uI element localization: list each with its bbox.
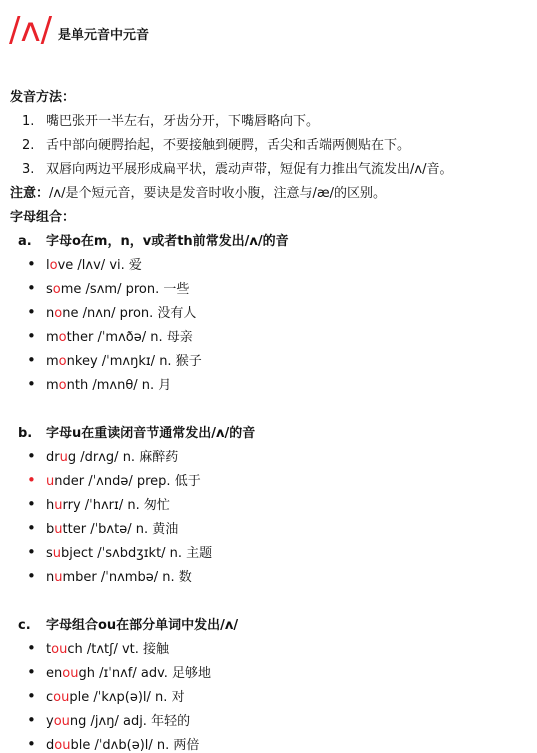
word-highlight: ou <box>53 690 70 705</box>
word-part: nth <box>66 378 89 393</box>
word-highlight: u <box>52 546 62 561</box>
word-definition: /ˈbʌtə/ n. 黄油 <box>86 522 179 537</box>
group-b-title <box>18 422 255 441</box>
word-item <box>27 302 196 321</box>
word-part: ch <box>67 642 83 657</box>
word-highlight: u <box>54 498 63 513</box>
word-definition: /ˈhʌrɪ/ n. 匆忙 <box>80 498 170 513</box>
bullet-icon: • <box>27 663 36 681</box>
step-number: 1. <box>22 114 35 129</box>
word-part: ple <box>69 690 90 705</box>
word-highlight: o <box>58 378 67 393</box>
word-item <box>27 350 202 369</box>
word-highlight: ou <box>54 738 71 753</box>
bullet-icon: • <box>27 303 36 321</box>
note-text: /ʌ/是个短元音，要诀是发音时收小腹，注意与/æ/的区别。 <box>49 186 386 201</box>
step-text: 舌中部向硬腭抬起，不要接触到硬腭，舌尖和舌端两侧贴在下。 <box>46 138 411 153</box>
word-highlight: o <box>49 258 58 273</box>
bullet-icon: • <box>27 327 36 345</box>
header-subtitle: 是单元音中元音 <box>58 27 150 43</box>
word-part: tter <box>62 522 87 537</box>
word-definition: /jʌŋ/ adj. 年轻的 <box>86 714 191 729</box>
word-part: ble <box>70 738 91 753</box>
word-item <box>27 662 211 681</box>
word-item <box>27 374 171 393</box>
bullet-icon: • <box>27 279 36 297</box>
word-definition: /ˈdʌb(ə)l/ n. 两倍 <box>90 738 200 753</box>
word-part: ther <box>66 330 94 345</box>
word-part: s <box>46 546 53 561</box>
word-definition: /ˈnʌmbə/ n. 数 <box>96 570 192 585</box>
word-part: g <box>67 450 77 465</box>
bullet-icon: • <box>27 567 36 585</box>
word-item <box>27 734 199 753</box>
word-item <box>27 278 189 297</box>
group-letter: a. <box>18 234 32 249</box>
bullet-icon: • <box>27 735 36 753</box>
method-title: 发音方法： <box>10 90 76 105</box>
word-part: gh <box>78 666 95 681</box>
word-part: en <box>46 666 63 681</box>
step-number: 3. <box>22 162 35 177</box>
word-item <box>27 446 178 465</box>
word-highlight: u <box>54 522 63 537</box>
word-highlight: ou <box>53 714 70 729</box>
word-part: s <box>46 282 53 297</box>
word-part: rry <box>62 498 81 513</box>
word-highlight: o <box>52 282 61 297</box>
word-item <box>27 542 212 561</box>
word-definition: /nʌn/ pron. 没有人 <box>78 306 197 321</box>
bullet-icon: • <box>27 543 36 561</box>
word-part: bject <box>61 546 94 561</box>
word-part: m <box>46 378 59 393</box>
word-part: me <box>60 282 82 297</box>
word-item <box>27 686 185 705</box>
word-definition: /ˈkʌp(ə)l/ n. 对 <box>89 690 185 705</box>
bullet-icon: • <box>27 471 36 489</box>
word-part: dr <box>46 450 60 465</box>
bullet-icon: • <box>27 639 36 657</box>
group-title-text: 字母u在重读闭音节通常发出/ʌ/的音 <box>46 426 256 441</box>
step-text: 嘴巴张开一半左右，牙齿分开，下嘴唇略向下。 <box>46 114 320 129</box>
method-step-1 <box>22 110 319 129</box>
method-step-3 <box>22 158 452 177</box>
group-title-text: 字母o在m，n，v或者th前常发出/ʌ/的音 <box>46 234 289 249</box>
word-part: d <box>46 738 55 753</box>
word-item <box>27 638 169 657</box>
word-definition: /ˈmʌŋkɪ/ n. 猴子 <box>97 354 202 369</box>
group-letter: b. <box>18 426 33 441</box>
word-definition: /lʌv/ vi. 爱 <box>73 258 142 273</box>
word-definition: /sʌm/ pron. 一些 <box>81 282 190 297</box>
word-part: n <box>46 306 55 321</box>
word-highlight: u <box>59 450 68 465</box>
group-a-title <box>18 230 289 249</box>
word-highlight: u <box>46 474 55 489</box>
word-part: nder <box>54 474 85 489</box>
word-part: m <box>46 354 59 369</box>
note-label: 注意： <box>10 186 50 201</box>
word-part: l <box>46 258 50 273</box>
word-definition: /ɪˈnʌf/ adv. 足够地 <box>94 666 212 681</box>
word-highlight: u <box>54 570 63 585</box>
method-step-2 <box>22 134 410 153</box>
step-text: 双唇向两边平展形成扁平状，震动声带，短促有力推出气流发出/ʌ/音。 <box>46 162 453 177</box>
word-highlight: ou <box>62 666 79 681</box>
word-definition: /tʌtʃ/ vt. 接触 <box>82 642 170 657</box>
word-item <box>27 470 201 489</box>
header <box>9 10 149 50</box>
word-item <box>27 326 193 345</box>
word-part: n <box>46 570 55 585</box>
word-part: c <box>46 690 54 705</box>
combos-title: 字母组合： <box>10 210 76 225</box>
word-part: ve <box>57 258 74 273</box>
word-part: mber <box>62 570 97 585</box>
word-part: ng <box>69 714 87 729</box>
word-part: y <box>46 714 54 729</box>
bullet-icon: • <box>27 519 36 537</box>
word-highlight: ou <box>51 642 68 657</box>
bullet-icon: • <box>27 711 36 729</box>
group-letter: c. <box>18 618 31 633</box>
word-highlight: o <box>54 306 63 321</box>
bullet-icon: • <box>27 351 36 369</box>
word-definition: /drʌg/ n. 麻醉药 <box>76 450 179 465</box>
word-definition: /ˈʌndə/ prep. 低于 <box>84 474 201 489</box>
word-definition: /ˈsʌbdʒɪkt/ n. 主题 <box>93 546 213 561</box>
bullet-icon: • <box>27 375 36 393</box>
word-part: b <box>46 522 55 537</box>
bullet-icon: • <box>27 495 36 513</box>
word-item <box>27 254 142 273</box>
word-item <box>27 518 178 537</box>
bullet-icon: • <box>27 255 36 273</box>
word-definition: /ˈmʌðə/ n. 母亲 <box>93 330 193 345</box>
bullet-icon: • <box>27 687 36 705</box>
word-part: ne <box>62 306 79 321</box>
word-definition: /mʌnθ/ n. 月 <box>88 378 172 393</box>
word-item <box>27 566 192 585</box>
group-c-title <box>18 614 238 633</box>
word-part: t <box>46 642 52 657</box>
word-part: m <box>46 330 59 345</box>
word-part: h <box>46 498 55 513</box>
word-highlight: o <box>58 354 67 369</box>
word-part: nkey <box>66 354 98 369</box>
group-title-text: 字母组合ou在部分单词中发出/ʌ/ <box>46 618 239 633</box>
step-number: 2. <box>22 138 35 153</box>
bullet-icon: • <box>27 447 36 465</box>
word-item <box>27 494 170 513</box>
word-item <box>27 710 190 729</box>
word-highlight: o <box>58 330 67 345</box>
note <box>10 182 386 201</box>
phoneme-symbol: /ʌ/ <box>9 10 53 50</box>
